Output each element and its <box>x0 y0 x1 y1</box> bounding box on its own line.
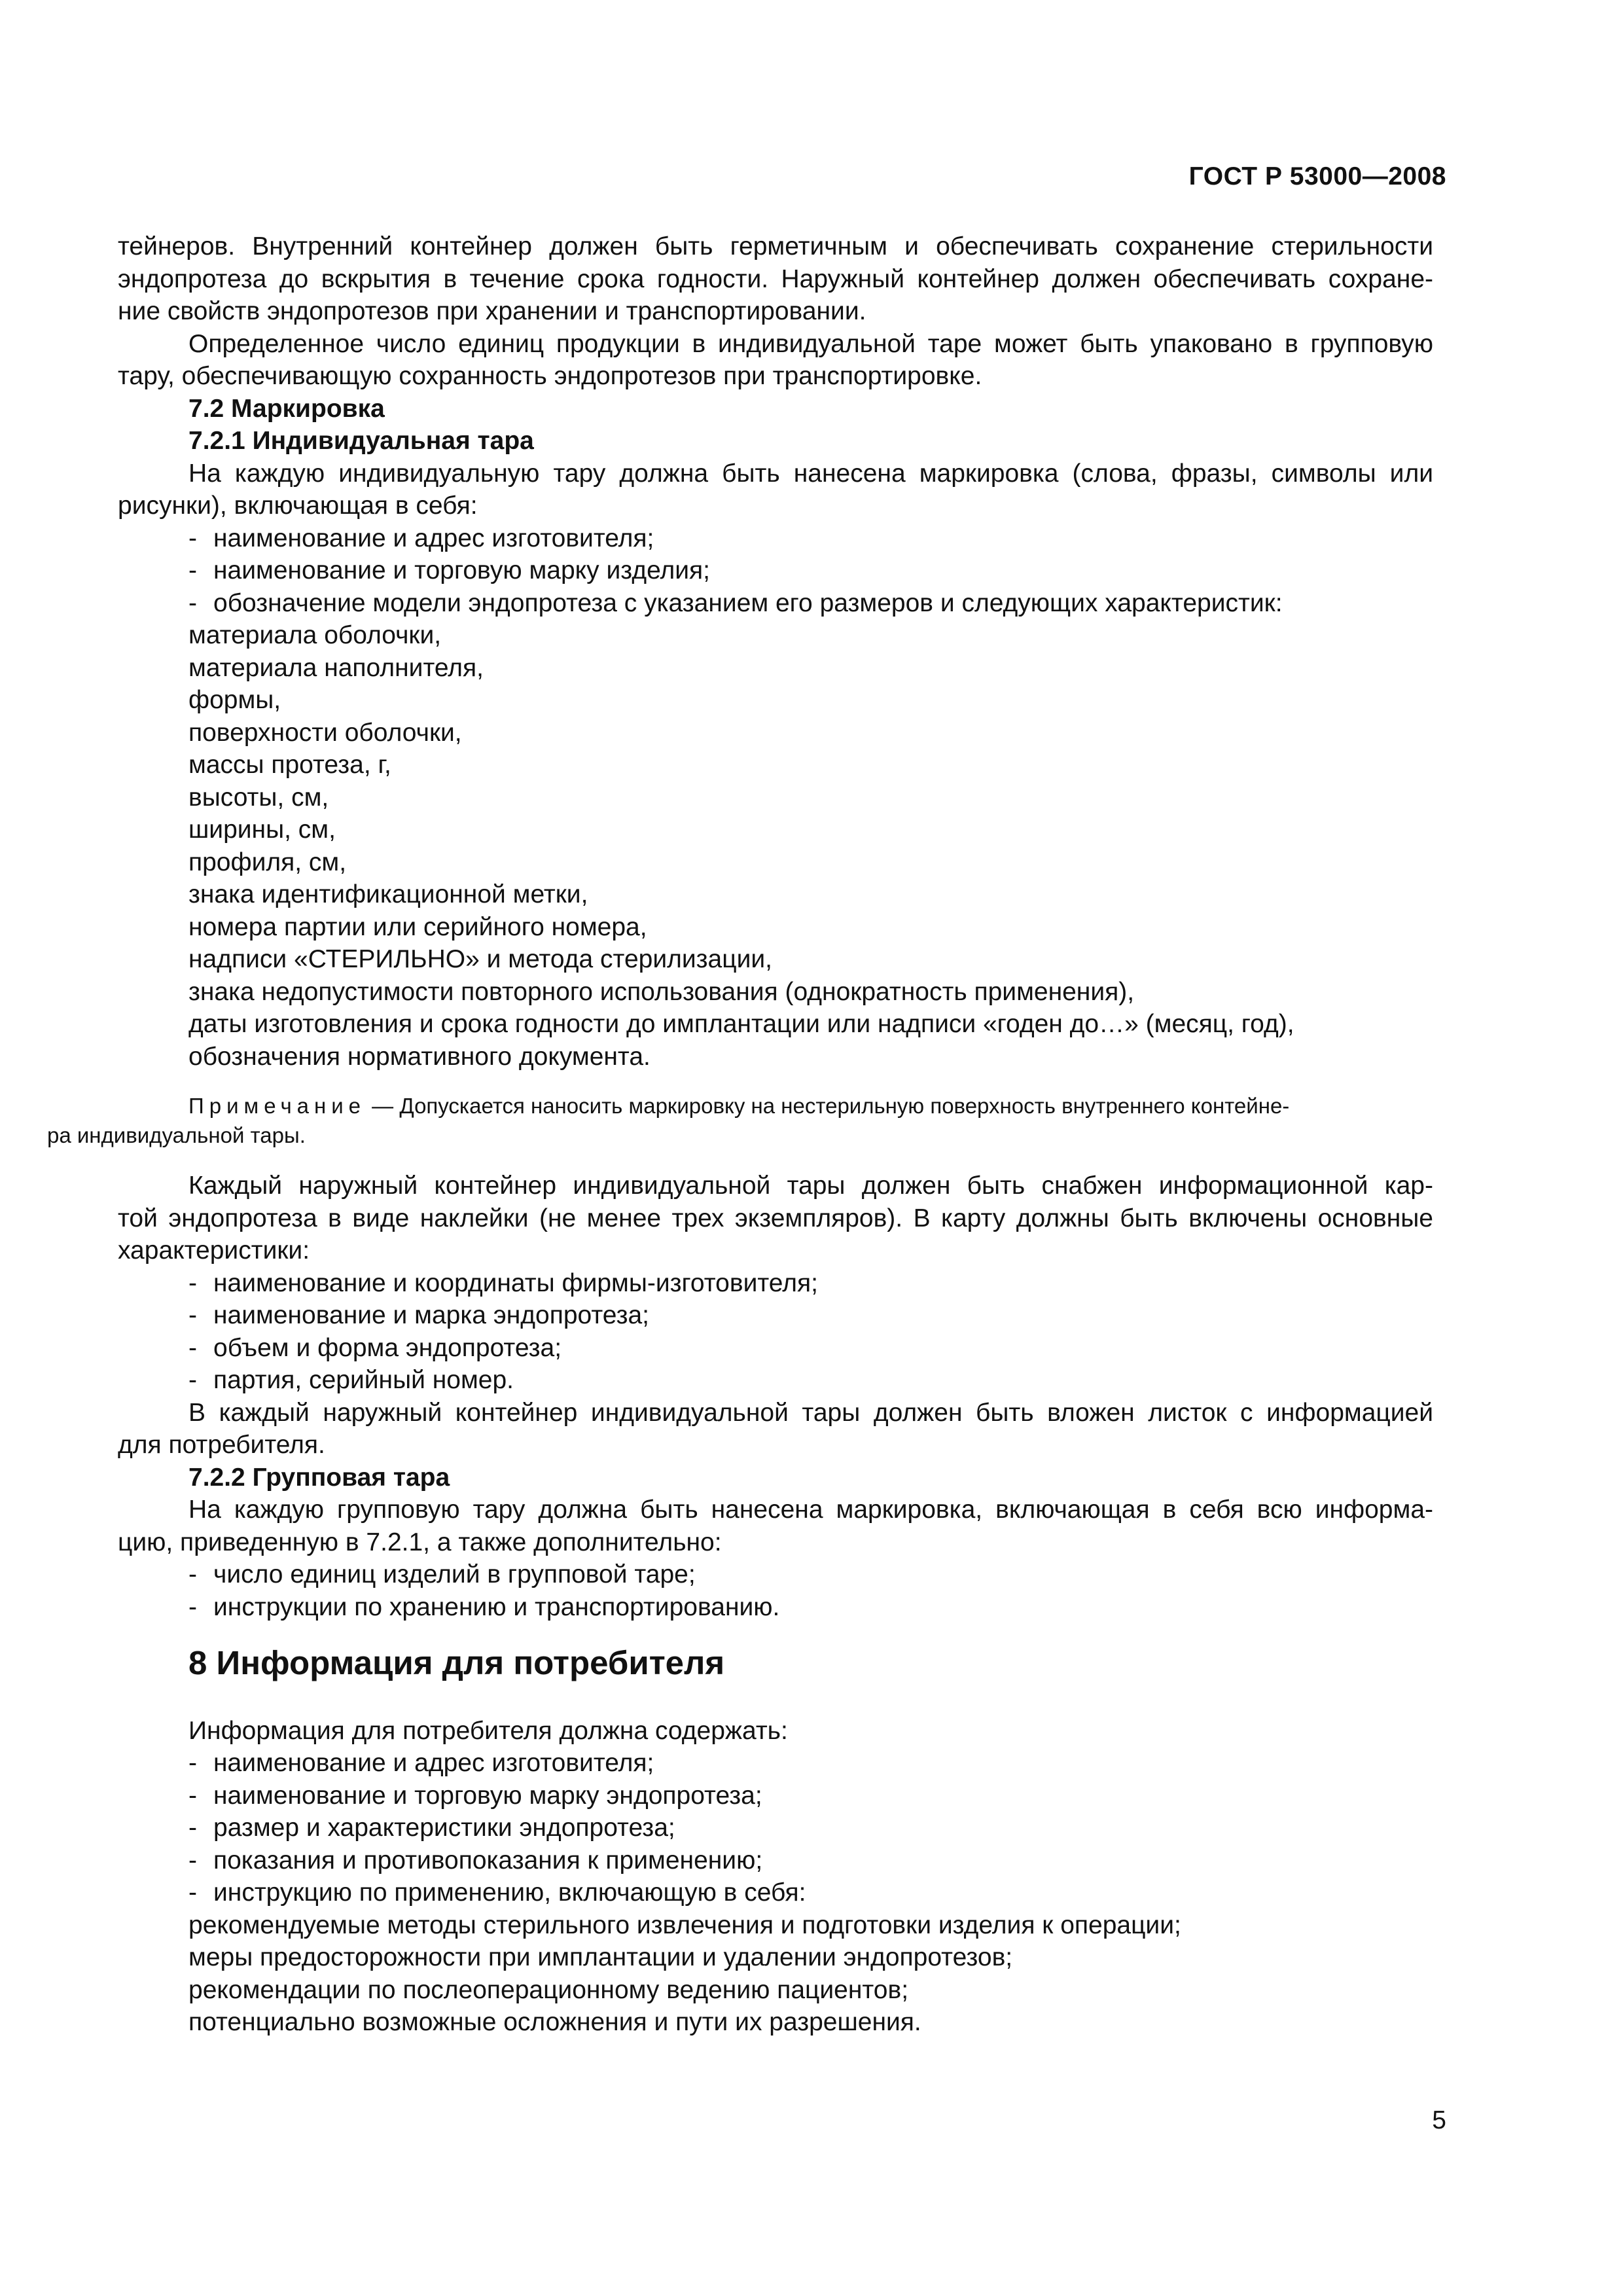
list-item: - размер и характеристики эндопротеза; <box>188 1814 675 1842</box>
paragraph-marking <box>118 457 1433 522</box>
list-item: - инструкцию по применению, включающую в себя: <box>188 1878 806 1907</box>
list-item: - наименование и торговую марку изделия; <box>188 556 710 584</box>
list-item: профиля, см, <box>188 848 347 876</box>
list-item: знака идентификационной метки, <box>188 880 588 908</box>
list-item: - партия, серийный номер. <box>188 1366 514 1394</box>
text-line: цию, приведенную в 7.2.1, а также дополнительно: <box>118 1528 722 1556</box>
text-line: для потребителя. <box>118 1431 325 1459</box>
paragraph-containers <box>118 230 1433 328</box>
list-item: массы протеза, г, <box>188 751 391 779</box>
heading-7-2: 7.2 Маркировка <box>188 394 385 423</box>
list-item: даты изготовления и срока годности до имплантации или надписи «годен до…» (месяц, год), <box>188 1010 1294 1038</box>
paragraph-consumer-info: Информация для потребителя должна содержать: <box>188 1716 788 1745</box>
text-line: Определенное число единиц продукции в индивидуальной таре может быть упаковано в групповую <box>188 329 1433 358</box>
text-line: рисунки), включающая в себя: <box>118 492 478 520</box>
list-item: - инструкции по хранению и транспортированию. <box>188 1592 780 1621</box>
text-line: той эндопротеза в виде наклейки (не менее трех экземпляров). В карту должны быть включены основные <box>118 1204 1433 1232</box>
list-item: - показания и противопоказания к применению; <box>188 1846 763 1874</box>
heading-7-2-1: 7.2.1 Индивидуальная тара <box>188 427 534 455</box>
consumer-info-list <box>118 1747 1433 1909</box>
list-item: - наименование и торговую марку эндопротеза; <box>188 1781 762 1810</box>
list-item: номера партии или серийного номера, <box>188 912 647 941</box>
paragraph-group-marking <box>118 1494 1433 1558</box>
instructions-list <box>118 1909 1433 2039</box>
list-item: - наименование и координаты фирмы-изготовителя; <box>188 1268 818 1297</box>
list-item: поверхности оболочки, <box>188 718 462 747</box>
characteristics-list <box>118 619 1433 1073</box>
page-number: 5 <box>1432 2106 1446 2134</box>
text-line: тару, обеспечивающую сохранность эндопротезов при транспортировке. <box>118 362 982 390</box>
list-item: рекомендации по послеоперационному ведению пациентов; <box>188 1975 909 2004</box>
heading-7-2-2: 7.2.2 Групповая тара <box>188 1463 450 1492</box>
list-item: ширины, см, <box>188 816 336 844</box>
list-item: - наименование и адрес изготовителя; <box>188 524 654 552</box>
list-item: высоты, см, <box>188 783 329 812</box>
note-label: Примечание <box>188 1094 366 1118</box>
list-item: материала наполнителя, <box>188 653 484 682</box>
group-marking-list <box>118 1558 1433 1623</box>
list-item: рекомендуемые методы стерильного извлечения и подготовки изделия к операции; <box>188 1910 1181 1939</box>
note-text: ра индивидуальной тары. <box>47 1123 306 1147</box>
standard-designation: ГОСТ Р 53000—2008 <box>1188 162 1446 190</box>
text-line: На каждую групповую тару должна быть нанесена маркировка, включающая в себя всю информа- <box>188 1496 1433 1524</box>
paragraph-leaflet <box>118 1397 1433 1462</box>
list-item: обозначения нормативного документа. <box>188 1042 651 1071</box>
list-item: знака недопустимости повторного использования (однократность применения), <box>188 977 1135 1006</box>
note-text: — Допускается наносить маркировку на нестерильную поверхность внутреннего контейне- <box>366 1094 1290 1118</box>
note <box>47 1091 1433 1150</box>
list-item: - объем и форма эндопротеза; <box>188 1333 562 1362</box>
list-item: меры предосторожности при имплантации и удалении эндопротезов; <box>188 1943 1013 1971</box>
text-line: эндопротеза до вскрытия в течение срока годности. Наружный контейнер должен обеспечивать сохране- <box>118 264 1433 293</box>
text-line: тейнеров. Внутренний контейнер должен быть герметичным и обеспечивать сохранение стерильности <box>118 232 1433 260</box>
list-item: - число единиц изделий в групповой таре; <box>188 1560 696 1588</box>
marking-list <box>118 522 1433 620</box>
list-item: формы, <box>188 686 281 714</box>
list-item: - наименование и адрес изготовителя; <box>188 1749 654 1777</box>
paragraph-info-card <box>118 1170 1433 1267</box>
list-item: - обозначение модели эндопротеза с указанием его размеров и следующих характеристик: <box>188 588 1283 617</box>
text-line: Каждый наружный контейнер индивидуальной тары должен быть снабжен информационной кар- <box>188 1172 1433 1200</box>
list-item: материала оболочки, <box>188 621 442 649</box>
list-item: надписи «СТЕРИЛЬНО» и метода стерилизации, <box>188 945 772 973</box>
info-card-list <box>118 1267 1433 1397</box>
text-line: На каждую индивидуальную тару должна быть нанесена маркировка (слова, фразы, символы или <box>188 459 1433 488</box>
body-text <box>47 230 1433 2039</box>
list-item: потенциально возможные осложнения и пути их разрешения. <box>188 2008 921 2036</box>
text-line: В каждый наружный контейнер индивидуальной тары должен быть вложен листок с информацией <box>188 1398 1433 1427</box>
section-8-title: 8 Информация для потребителя <box>188 1644 725 1681</box>
text-line: ние свойств эндопротезов при хранении и транспортировании. <box>118 297 866 325</box>
list-item: - наименование и марка эндопротеза; <box>188 1301 650 1329</box>
text-line: характеристики: <box>118 1236 310 1265</box>
paragraph-group-packaging <box>118 328 1433 393</box>
